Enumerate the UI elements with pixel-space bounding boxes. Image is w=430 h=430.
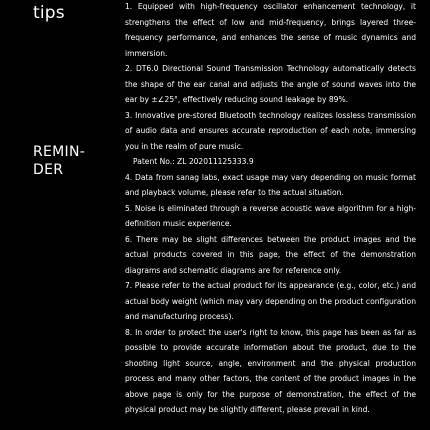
notes-column [125,0,416,418]
patent-number: Patent No.: ZL 202011125333.9 [133,157,254,166]
tips-heading: tips [33,3,65,23]
note-5-noise: 5. Noise is eliminated through a reverse acoustic wave algorithm for a high-definition music experience. [125,203,416,228]
note-1-oscillator: 1. Equipped with high-frequency oscillator enhancement technology, it strengthens the effect of low and mid-frequency, brings layered three-frequency performance, and enhances the sense of music dynamics and immersion. [125,2,416,58]
note-2-directional-sound: 2. DT6.0 Directional Sound Transmission Technology automatically detects the shape of the ear canal and adjusts the angle of sound waves into the ear by ±∠25°, effectively reducing sound leakage by 89%. [125,64,416,104]
note-8-right-to-know: 8. In order to protect the user's right to know, this page has been as far as possible to provide accurate information about the product, due to the shooting light source, angle, environment and the physical production process and many other factors, the content of the product images in the above page is only for the purpose of demonstration, the effect of the physical product may be slightly different, please prevail in kind. [125,327,416,414]
note-3-bluetooth: 3. Innovative pre-stored Bluetooth technology realizes lossless transmission of audio data and ensures accurate reproduction of each note, immersing you in the realm of pure music. [125,110,416,151]
reminder-heading: REMIN- DER [33,144,86,178]
note-4-data-source: 4. Data from sanag labs, exact usage may vary depending on music format and playback volume, please refer to the actual situation. [125,172,416,197]
heading-column [0,0,118,430]
note-7-appearance: 7. Please refer to the actual product for its appearance (e.g., color, etc.) and actual body weight (which may vary depending on the product configuration and manufacturing process). [125,281,416,321]
note-6-image-difference: 6. There may be slight differences between the product images and the actual products covered in this page, the effect of the demonstration diagrams and schematic diagrams are for reference only. [125,234,416,275]
